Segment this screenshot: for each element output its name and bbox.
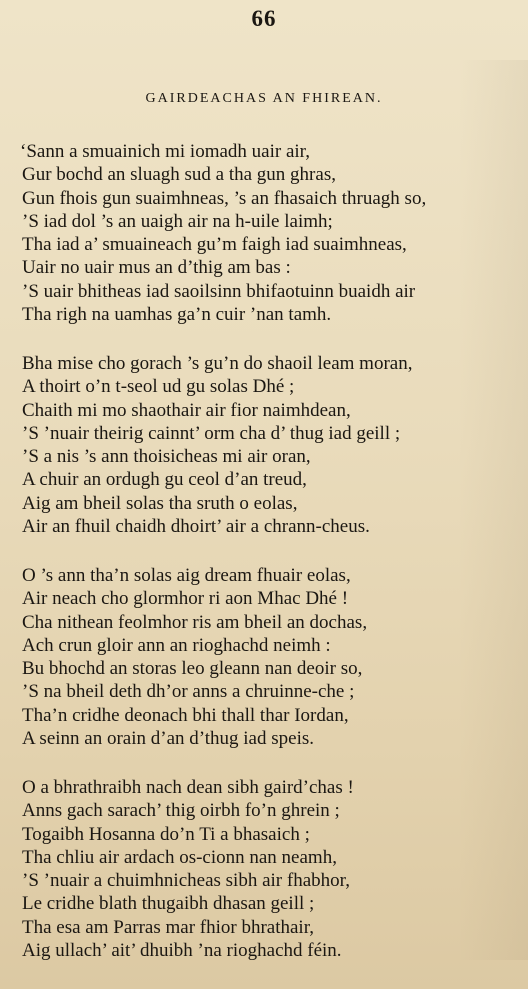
poem-line: Uair no uair mus an d’thig am bas : <box>22 257 291 279</box>
stanza-4 <box>0 776 528 962</box>
poem-line: Anns gach sarach’ thig oirbh fo’n ghrein ; <box>22 800 340 822</box>
poem-line: O a bhrathraibh nach dean sibh gaird’chas ! <box>22 777 354 798</box>
poem-line: A chuir an ordugh gu ceol d’an treud, <box>22 469 307 491</box>
poem-line: Cha nithean feolmhor ris am bheil an dochas, <box>22 611 368 633</box>
poem-line: Aig am bheil solas tha sruth o eolas, <box>22 492 298 514</box>
poem-line: Air neach cho glormhor ri aon Mhac Dhé ! <box>22 588 349 610</box>
poem-line: Tha iad a’ smuaineach gu’m faigh iad suaimhneas, <box>22 234 407 256</box>
poem-line: ’S ’nuair a chuimhnicheas sibh air fhabhor, <box>22 870 350 892</box>
poem-line: A thoirt o’n t-seol ud gu solas Dhé ; <box>22 376 295 398</box>
poem-line: Tha’n cridhe deonach bhi thall thar Iordan, <box>22 704 349 726</box>
poem-line: A seinn an orain d’an d’thug iad speis. <box>22 728 314 750</box>
poem-line: Bha mise cho gorach ’s gu’n do shaoil leam moran, <box>22 353 413 374</box>
poem-line: O ’s ann tha’n solas aig dream fhuair eolas, <box>22 565 351 586</box>
poem-line: ’S a nis ’s ann thoisicheas mi air oran, <box>22 446 311 468</box>
poem-line: Togaibh Hosanna do’n Ti a bhasaich ; <box>22 823 310 845</box>
poem-line: ’S na bheil deth dh’or anns a chruinne-che ; <box>22 681 355 703</box>
poem-line: ’S uair bhitheas iad saoilsinn bhifaotuinn buaidh air <box>22 280 416 302</box>
stanza-3 <box>0 564 528 750</box>
poem-line: ’S iad dol ’s an uaigh air na h-uile laimh; <box>22 210 333 232</box>
poem-line: Tha esa am Parras mar fhior bhrathair, <box>22 916 315 938</box>
poem-line: Aig ullach’ ait’ dhuibh ’na rioghachd féin. <box>22 940 342 962</box>
poem-line: Tha righ na uamhas ga’n cuir ’nan tamh. <box>22 304 332 326</box>
poem-line: ’S ’nuair theirig cainnt’ orm cha d’ thug iad geill ; <box>22 422 401 444</box>
stanza-2 <box>0 352 528 538</box>
stanza-1 <box>0 140 528 326</box>
poem-line: Le cridhe blath thugaibh dhasan geill ; <box>22 893 315 915</box>
poem-line: ‘Sann a smuainich mi iomadh uair air, <box>20 141 310 162</box>
poem-line: Gur bochd an sluagh sud a tha gun ghras, <box>22 164 336 186</box>
poem-line: Air an fhuil chaidh dhoirt’ air a chrann-cheus. <box>22 516 370 538</box>
poem-line: Ach crun gloir ann an rioghachd neimh : <box>22 634 331 656</box>
poem-line: Gun fhois gun suaimhneas, ’s an fhasaich thruagh so, <box>22 187 427 209</box>
poem-line: Chaith mi mo shaothair air fior naimhdean, <box>22 399 351 421</box>
poem-line: Tha chliu air ardach os-cionn nan neamh, <box>22 846 337 868</box>
page-number: 66 <box>251 6 277 31</box>
poem-title: GAIRDEACHAS AN FHIREAN. <box>145 91 383 106</box>
poem-line: Bu bhochd an storas leo gleann nan deoir so, <box>22 658 363 680</box>
